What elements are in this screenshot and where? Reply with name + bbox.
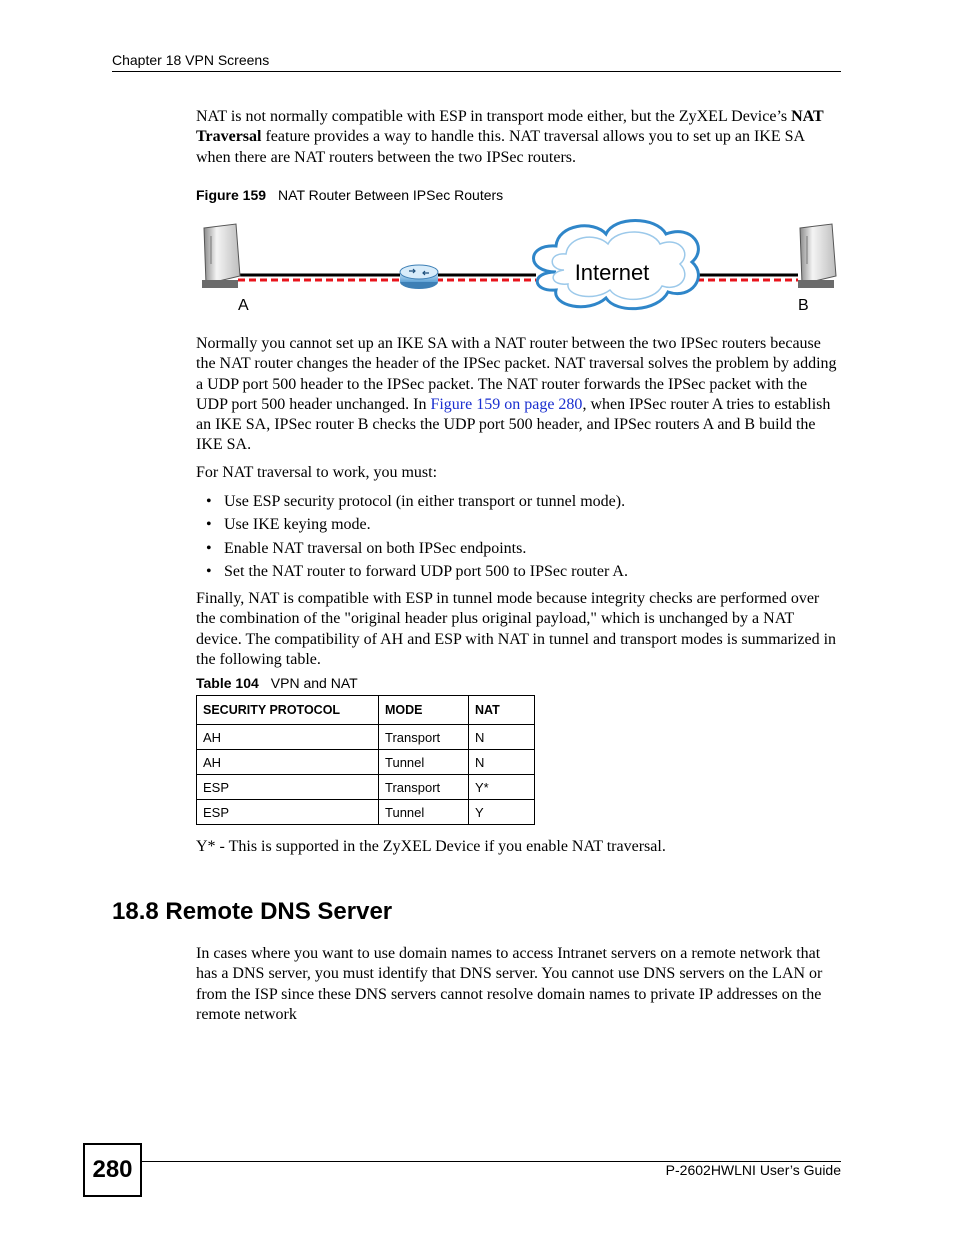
- table-cell: Tunnel: [379, 800, 469, 825]
- figure-label: Figure 159: [196, 187, 267, 203]
- table-row: [197, 725, 535, 750]
- list-item: • Enable NAT traversal on both IPSec endpoints.: [196, 537, 841, 560]
- figure-cross-reference-link[interactable]: Figure 159 on page 280: [430, 395, 583, 413]
- table-title: VPN and NAT: [270, 675, 358, 691]
- table-cell: ESP: [197, 775, 379, 800]
- router-a-icon: [202, 224, 240, 288]
- nat-diagram: [196, 214, 838, 316]
- table-cell: Y*: [469, 775, 535, 800]
- router-b-icon: [798, 224, 836, 288]
- cloud-label: Internet: [574, 260, 650, 285]
- compatibility-paragraph: Finally, NAT is compatible with ESP in tunnel mode because integrity checks are performed over the combination of the "original header plus original payload," which is unchanged by a NAT device. The compatibility of AH and ESP with NAT in tunnel and transport modes is summarized in the following table.: [196, 590, 837, 668]
- table-cell: Tunnel: [379, 750, 469, 775]
- remote-dns-paragraph: In cases where you want to use domain names to access Intranet servers on a remote network that has a DNS server, you must identify that DNS server. You cannot use DNS servers on the LAN or from the ISP since these DNS servers cannot resolve domain names to private IP addresses on the remote network: [196, 945, 823, 1023]
- column-header-mode: MODE: [379, 696, 469, 725]
- page-number: 280: [83, 1143, 142, 1197]
- intro-text: NAT is not normally compatible with ESP in transport mode either, but the ZyXEL Device’s: [196, 108, 792, 125]
- figure-title: NAT Router Between IPSec Routers: [278, 187, 504, 203]
- table-label: Table 104: [196, 675, 259, 691]
- table-caption: [196, 675, 358, 691]
- table-cell: Y: [469, 800, 535, 825]
- table-cell: AH: [197, 750, 379, 775]
- table-cell: AH: [197, 725, 379, 750]
- table-cell: N: [469, 725, 535, 750]
- table-row: [197, 775, 535, 800]
- requirements-list: [196, 490, 841, 584]
- requirements-intro: For NAT traversal to work, you must:: [196, 464, 438, 481]
- column-header-security-protocol: SECURITY PROTOCOL: [197, 696, 379, 725]
- nat-router-icon: [400, 265, 438, 289]
- table-row: [197, 750, 535, 775]
- section-heading: 18.8 Remote DNS Server: [112, 898, 393, 925]
- column-header-nat: NAT: [469, 696, 535, 725]
- label-a: A: [238, 297, 249, 314]
- table-cell: Transport: [379, 725, 469, 750]
- table-row: [197, 800, 535, 825]
- intro-paragraph: [196, 107, 841, 168]
- running-header: Chapter 18 VPN Screens: [112, 52, 270, 68]
- figure-caption: [196, 187, 503, 203]
- table-cell: Transport: [379, 775, 469, 800]
- paragraph-text-cont: , when IPSec router A tries to establish an IKE SA, IPSec router B checks the UDP port 500 header, and IPSec routers A and B build the IKE SA.: [196, 395, 831, 454]
- table-cell: ESP: [197, 800, 379, 825]
- paragraph-text: Normally you cannot set up an IKE SA with a NAT router between the two IPSec routers because the NAT router changes the header of the IPSec packet. NAT traversal solves the problem by adding a UDP port 500 header to the IPSec packet. The NAT router forwards the IPSec packet with the UDP port 500 header unchanged. In: [196, 335, 837, 413]
- nat-traversal-paragraph: [196, 334, 841, 456]
- vpn-nat-table: [196, 695, 535, 825]
- nat-traversal-term: NAT Traversal: [196, 108, 824, 146]
- intro-text-cont: feature provides a way to handle this. NAT traversal allows you to set up an IKE SA when there are NAT routers between the two IPSec routers.: [196, 128, 805, 166]
- list-item: • Use ESP security protocol (in either transport or tunnel mode).: [196, 490, 841, 513]
- table-header-row: [197, 696, 535, 725]
- list-item: • Set the NAT router to forward UDP port 500 to IPSec router A.: [196, 560, 841, 583]
- table-cell: N: [469, 750, 535, 775]
- table-footnote: Y* - This is supported in the ZyXEL Device if you enable NAT traversal.: [196, 838, 666, 855]
- label-b: B: [798, 297, 809, 314]
- header-rule: [112, 71, 841, 72]
- running-footer-title: P-2602HWLNI User’s Guide: [665, 1162, 841, 1178]
- list-item: • Use IKE keying mode.: [196, 513, 841, 536]
